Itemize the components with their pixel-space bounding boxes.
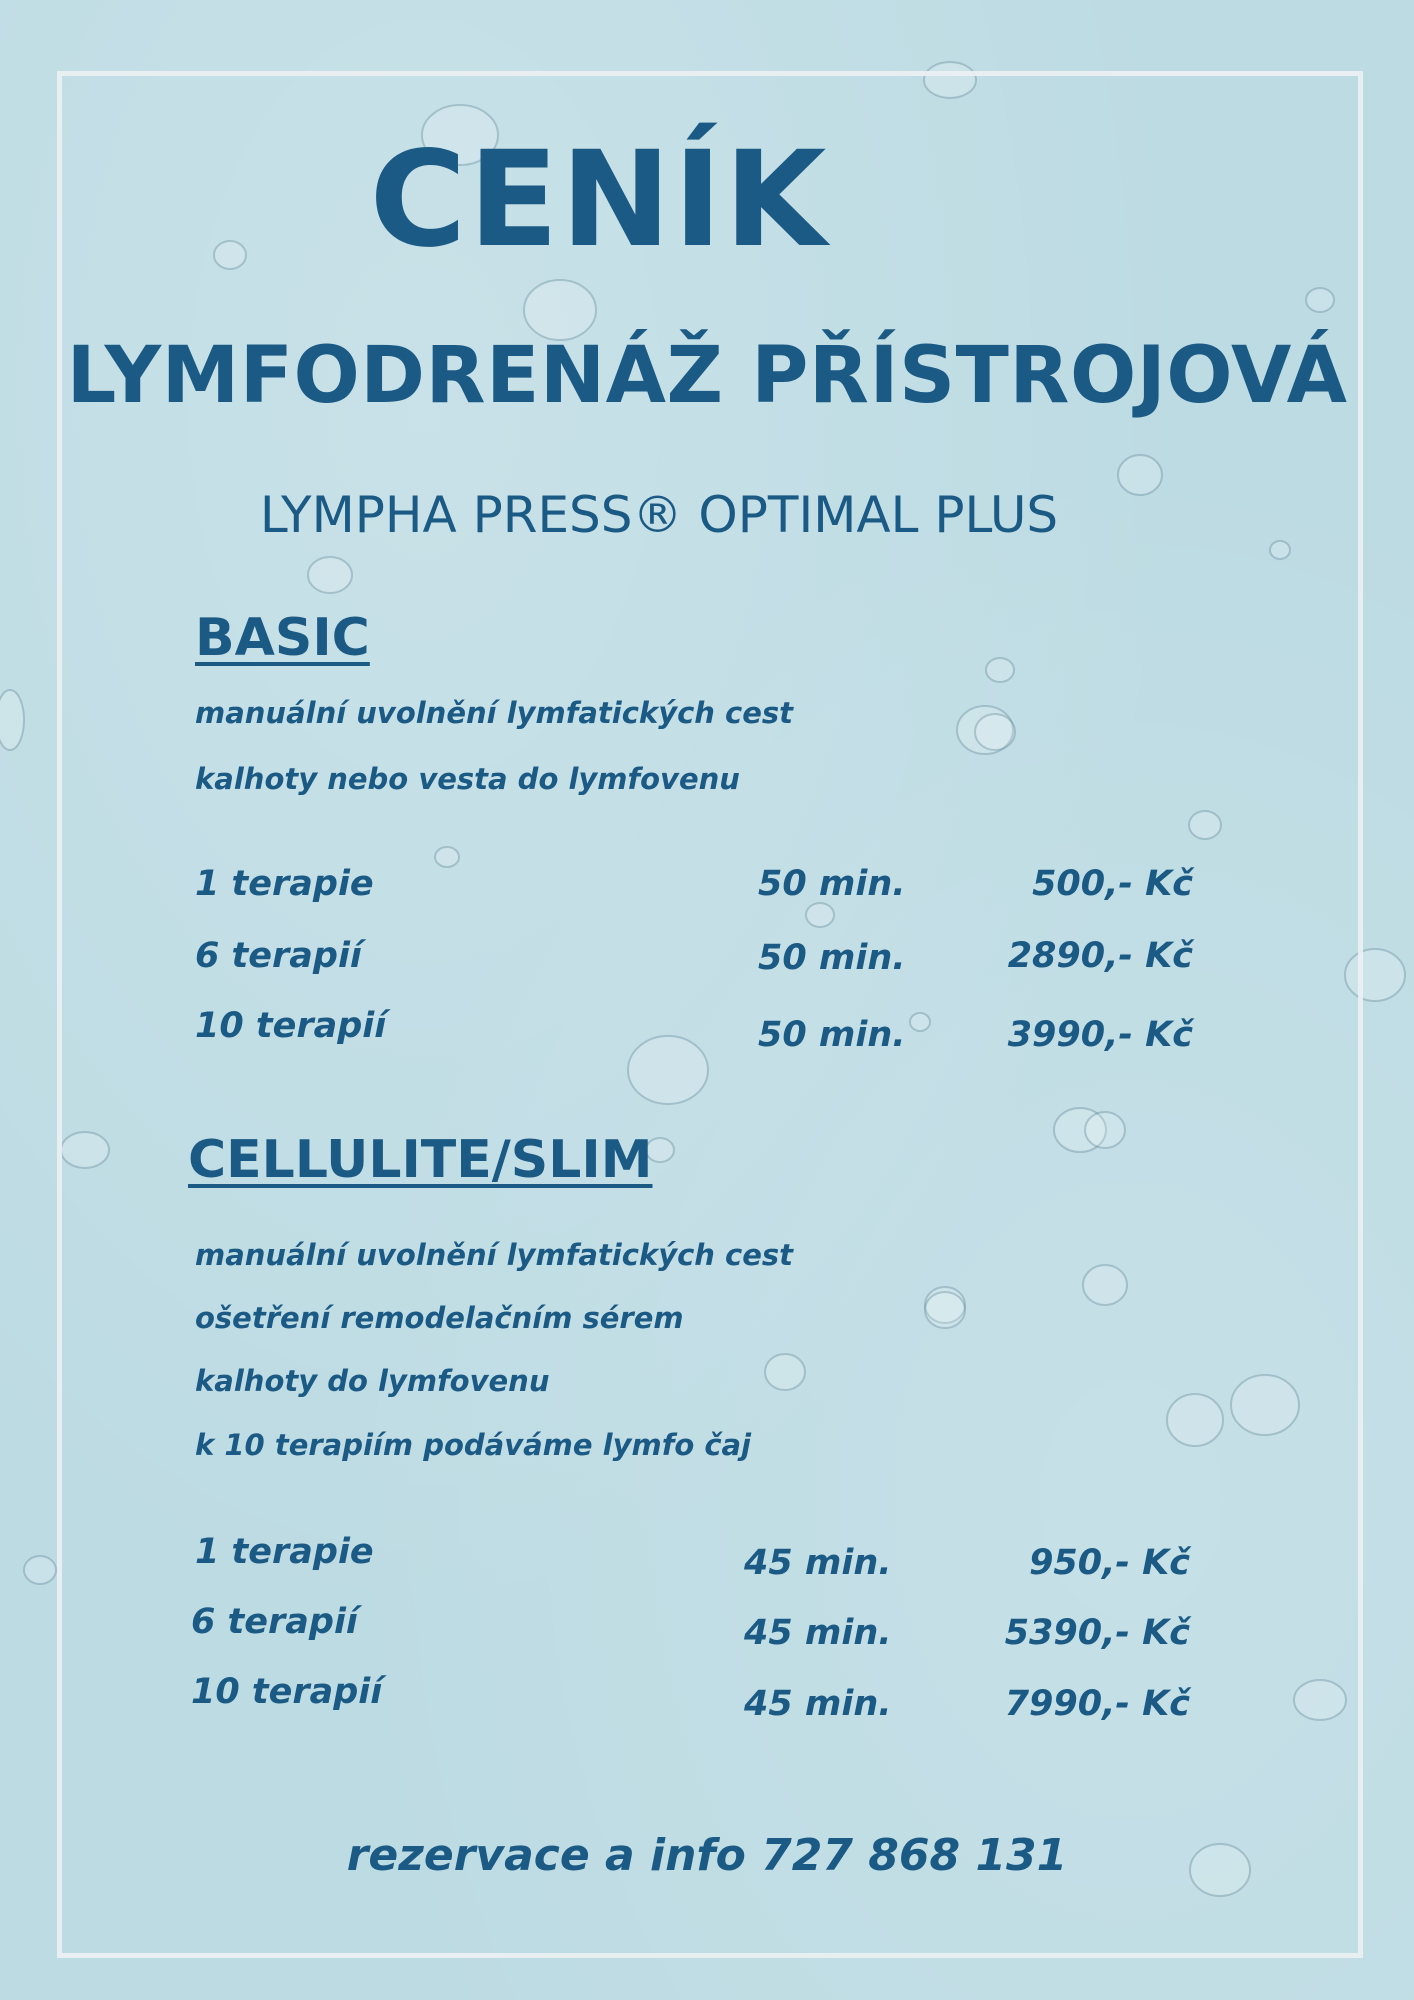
cellulite-price-row-duration: 45 min.: [744, 1543, 892, 1583]
cellulite-description-line: kalhoty do lymfovenu: [195, 1364, 550, 1398]
cellulite-description-line: ošetření remodelačním sérem: [195, 1301, 684, 1335]
basic-price-row-duration: 50 min.: [758, 864, 906, 904]
basic-price-row-sessions: 1 terapie: [195, 864, 374, 904]
section-heading-cellulite-slim: CELLULITE/SLIM: [188, 1130, 653, 1190]
device-name: LYMPHA PRESS® OPTIMAL PLUS: [259, 486, 1059, 544]
page-title: CENÍK: [369, 123, 829, 277]
cellulite-price-row-sessions: 1 terapie: [195, 1532, 374, 1572]
section-heading-basic: BASIC: [195, 608, 370, 668]
cellulite-price-row-duration: 45 min.: [744, 1684, 892, 1724]
basic-price-row-sessions: 10 terapií: [195, 1006, 387, 1046]
basic-price-row-price: 500,- Kč: [1032, 864, 1193, 904]
basic-price-row-duration: 50 min.: [758, 1015, 906, 1055]
cellulite-price-row-price: 7990,- Kč: [1004, 1684, 1190, 1724]
cellulite-price-row-duration: 45 min.: [744, 1613, 892, 1653]
basic-description-line: kalhoty nebo vesta do lymfovenu: [195, 762, 740, 796]
cellulite-description-line: k 10 terapiím podáváme lymfo čaj: [195, 1428, 752, 1462]
cellulite-description-line: manuální uvolnění lymfatických cest: [195, 1238, 794, 1272]
basic-price-row-sessions: 6 terapií: [195, 936, 362, 976]
basic-price-row-price: 3990,- Kč: [1007, 1015, 1193, 1055]
basic-price-row-duration: 50 min.: [758, 938, 906, 978]
service-title: LYMFODRENÁŽ PŘÍSTROJOVÁ: [66, 331, 1348, 421]
cellulite-price-row-price: 5390,- Kč: [1004, 1613, 1190, 1653]
cellulite-price-row-sessions: 10 terapií: [191, 1672, 383, 1712]
cellulite-price-row-price: 950,- Kč: [1029, 1543, 1190, 1583]
basic-description-line: manuální uvolnění lymfatických cest: [195, 696, 794, 730]
basic-price-row-price: 2890,- Kč: [1007, 936, 1193, 976]
contact-info: rezervace a info 727 868 131: [346, 1830, 1068, 1881]
cellulite-price-row-sessions: 6 terapií: [191, 1602, 358, 1642]
